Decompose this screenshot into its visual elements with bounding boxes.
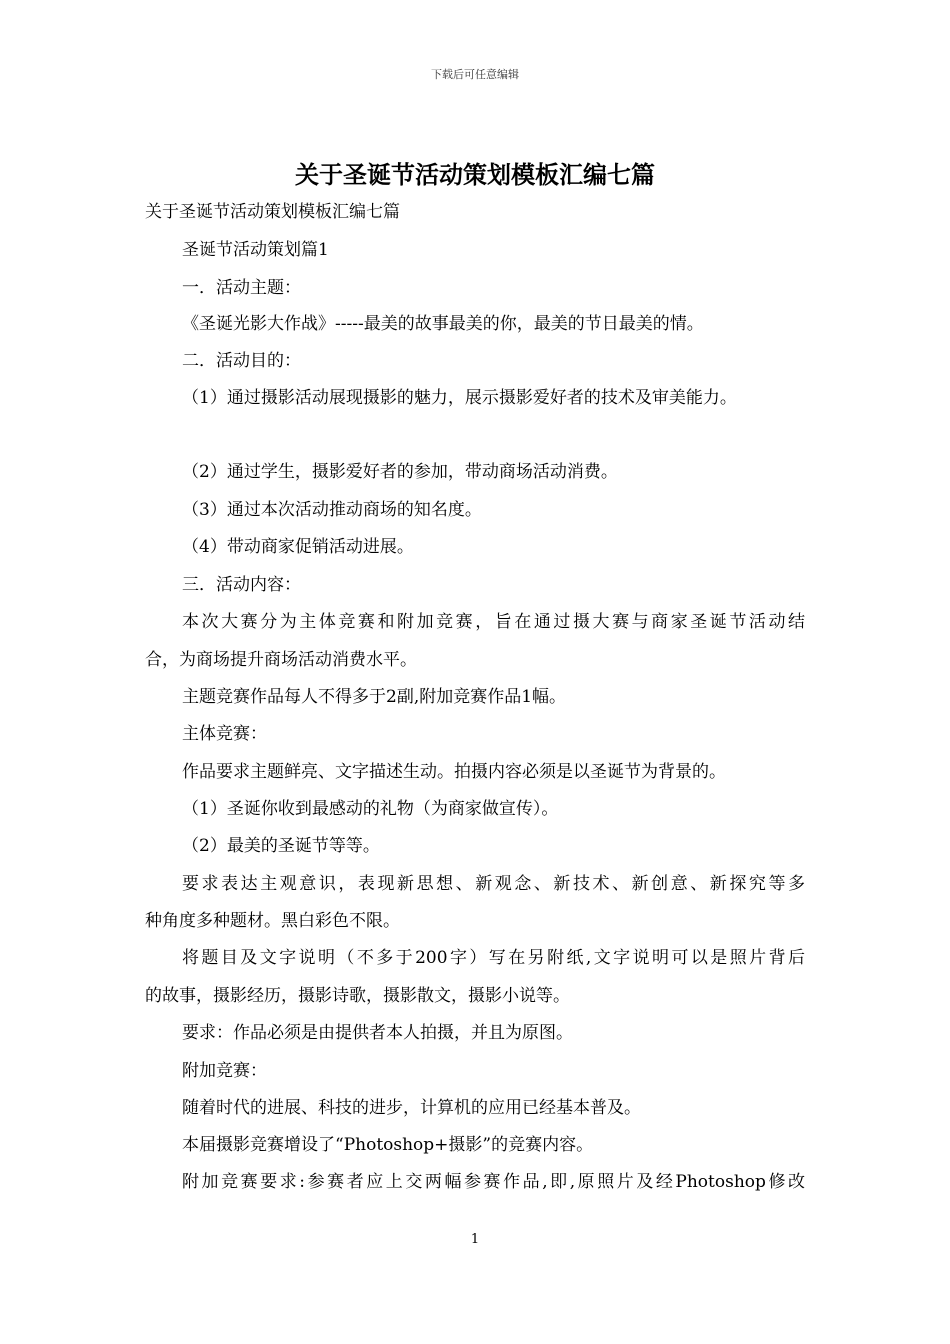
text-line: 要求表达主观意识，表现新思想、新观念、新技术、新创意、新探究等多 [182,874,805,894]
text-line: 合，为商场提升商场活动消费水平。 [145,650,417,670]
text-line: 圣诞节活动策划篇1 [182,240,329,260]
document-title: 关于圣诞节活动策划模板汇编七篇 [295,161,655,189]
text-line: （2）最美的圣诞节等等。 [182,836,380,856]
text-line: （1）圣诞你收到最感动的礼物（为商家做宣传）。 [182,799,559,819]
text-line: 主体竞赛： [182,724,267,744]
text-line: 主题竞赛作品每人不得多于2副,附加竞赛作品1幅。 [182,687,567,707]
text-line: 本届摄影竞赛增设了“Photoshop+摄影”的竞赛内容。 [182,1135,594,1155]
text-line: 附加竞赛要求:参赛者应上交两幅参赛作品,即,原照片及经Photoshop修改 [182,1172,805,1192]
text-line: 三．活动内容： [182,575,301,595]
text-line: 将题目及文字说明（不多于200字）写在另附纸,文字说明可以是照片背后 [182,948,805,968]
text-line: 二．活动目的： [182,351,301,371]
text-line: （3）通过本次活动推动商场的知名度。 [182,500,482,520]
text-line: 随着时代的进展、科技的进步，计算机的应用已经基本普及。 [182,1098,641,1118]
page-number: 1 [470,1232,480,1247]
page-header: 下载后可任意编辑 [431,68,519,81]
text-line: 附加竞赛： [182,1061,267,1081]
text-line: 要求：作品必须是由提供者本人拍摄，并且为原图。 [182,1023,573,1043]
text-line: 种角度多种题材。黑白彩色不限。 [145,911,400,931]
text-line: 一．活动主题： [182,278,301,298]
text-line: （1）通过摄影活动展现摄影的魅力，展示摄影爱好者的技术及审美能力。 [182,388,737,408]
text-line: （4）带动商家促销活动进展。 [182,537,414,557]
text-line: （2）通过学生，摄影爱好者的参加，带动商场活动消费。 [182,462,618,482]
text-line: 《圣诞光影大作战》-----最美的故事最美的你，最美的节日最美的情。 [182,314,704,334]
text-line: 作品要求主题鲜亮、文字描述生动。拍摄内容必须是以圣诞节为背景的。 [182,762,726,782]
text-line: 的故事，摄影经历，摄影诗歌，摄影散文，摄影小说等。 [145,986,570,1006]
text-line: 关于圣诞节活动策划模板汇编七篇 [145,202,400,222]
text-line: 本次大赛分为主体竞赛和附加竞赛，旨在通过摄大赛与商家圣诞节活动结 [182,612,805,632]
